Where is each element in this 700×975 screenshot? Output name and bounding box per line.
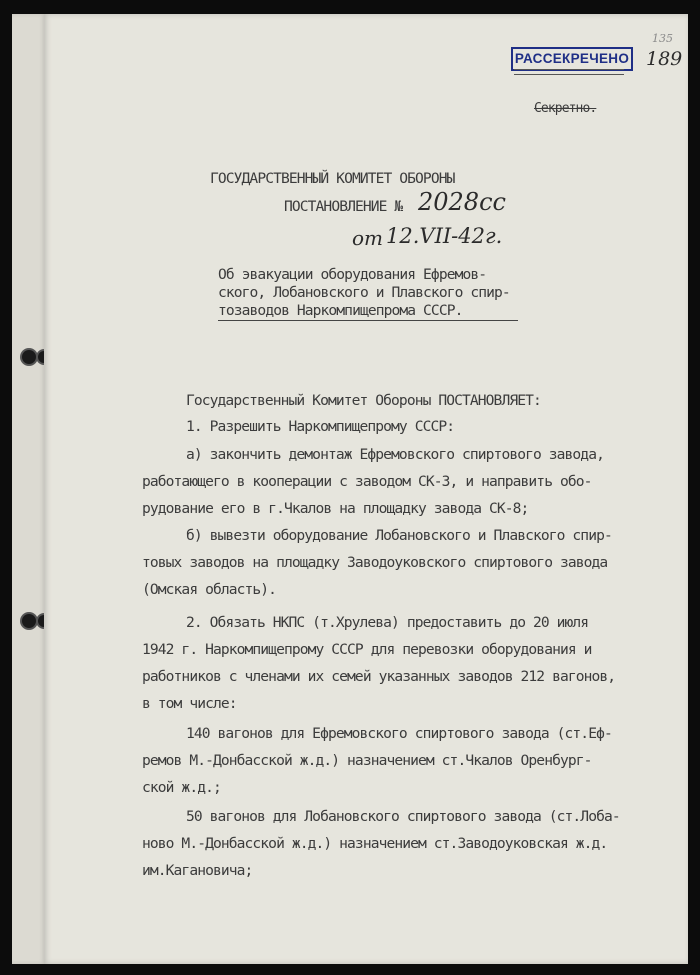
body-line-4: работающего в кооперации с заводом СК-3, и направить обо- — [142, 473, 592, 490]
body-line-5: рудование его в г.Чкалов на площадку завода СК-8; — [142, 500, 529, 517]
subject-line-2: ского, Лобановского и Плавского спир- — [218, 284, 510, 301]
declassified-stamp: РАССЕКРЕЧЕНО — [511, 47, 633, 71]
body-line-6: б) вывезти оборудование Лобановского и Плавского спир- — [186, 527, 612, 544]
binder-hole-bottom — [22, 614, 36, 628]
decree-date: 12.VII-42г. — [386, 224, 503, 248]
body-line-14: ремов М.-Донбасской ж.д.) назначением ст.Чкалов Оренбург- — [142, 752, 592, 769]
body-line-13: 140 вагонов для Ефремовского спиртового завода (ст.Еф- — [186, 725, 612, 742]
date-prefix: от — [352, 226, 384, 250]
body-line-8: (Омская область). — [142, 581, 277, 598]
binder-hole-top — [22, 350, 36, 364]
body-line-15: ской ж.д.; — [142, 779, 221, 796]
subject-line-1: Об эвакуации оборудования Ефремов- — [218, 266, 487, 283]
body-line-3: а) закончить демонтаж Ефремовского спиртового завода, — [186, 446, 604, 463]
body-line-7: товых заводов на площадку Заводоуковского спиртового завода — [142, 554, 608, 571]
body-line-2: 1. Разрешить Наркомпищепрому СССР: — [186, 418, 455, 435]
body-line-11: работников с членами их семей указанных заводов 212 вагонов, — [142, 668, 616, 685]
body-line-10: 1942 г. Наркомпищепрому СССР для перевозки оборудования и — [142, 641, 592, 658]
body-line-12: в том числе: — [142, 695, 237, 712]
struck-classification-mark — [514, 69, 624, 75]
old-page-number: 135 — [652, 32, 673, 45]
body-line-1: Государственный Комитет Обороны ПОСТАНОВЛЯЕТ: — [186, 392, 541, 409]
crossed-secret-label: Секретно. — [534, 101, 597, 116]
body-line-18: им.Кагановича; — [142, 862, 253, 879]
subject-line-3: тозаводов Наркомпищепрома СССР. — [218, 302, 518, 321]
page-number: 189 — [646, 48, 683, 70]
decree-number: 2028сс — [418, 188, 506, 216]
body-line-16: 50 вагонов для Лобановского спиртового завода (ст.Лоба- — [186, 808, 620, 825]
decree-label: ПОСТАНОВЛЕНИЕ № — [284, 198, 403, 215]
body-line-17: ново М.-Донбасской ж.д.) назначением ст.Заводоуковская ж.д. — [142, 835, 608, 852]
body-line-9: 2. Обязать НКПС (т.Хрулева) предоставить до 20 июля — [186, 614, 589, 631]
binder-spine — [12, 14, 47, 964]
committee-heading: ГОСУДАРСТВЕННЫЙ КОМИТЕТ ОБОРОНЫ — [210, 170, 455, 187]
document-page — [44, 14, 688, 964]
